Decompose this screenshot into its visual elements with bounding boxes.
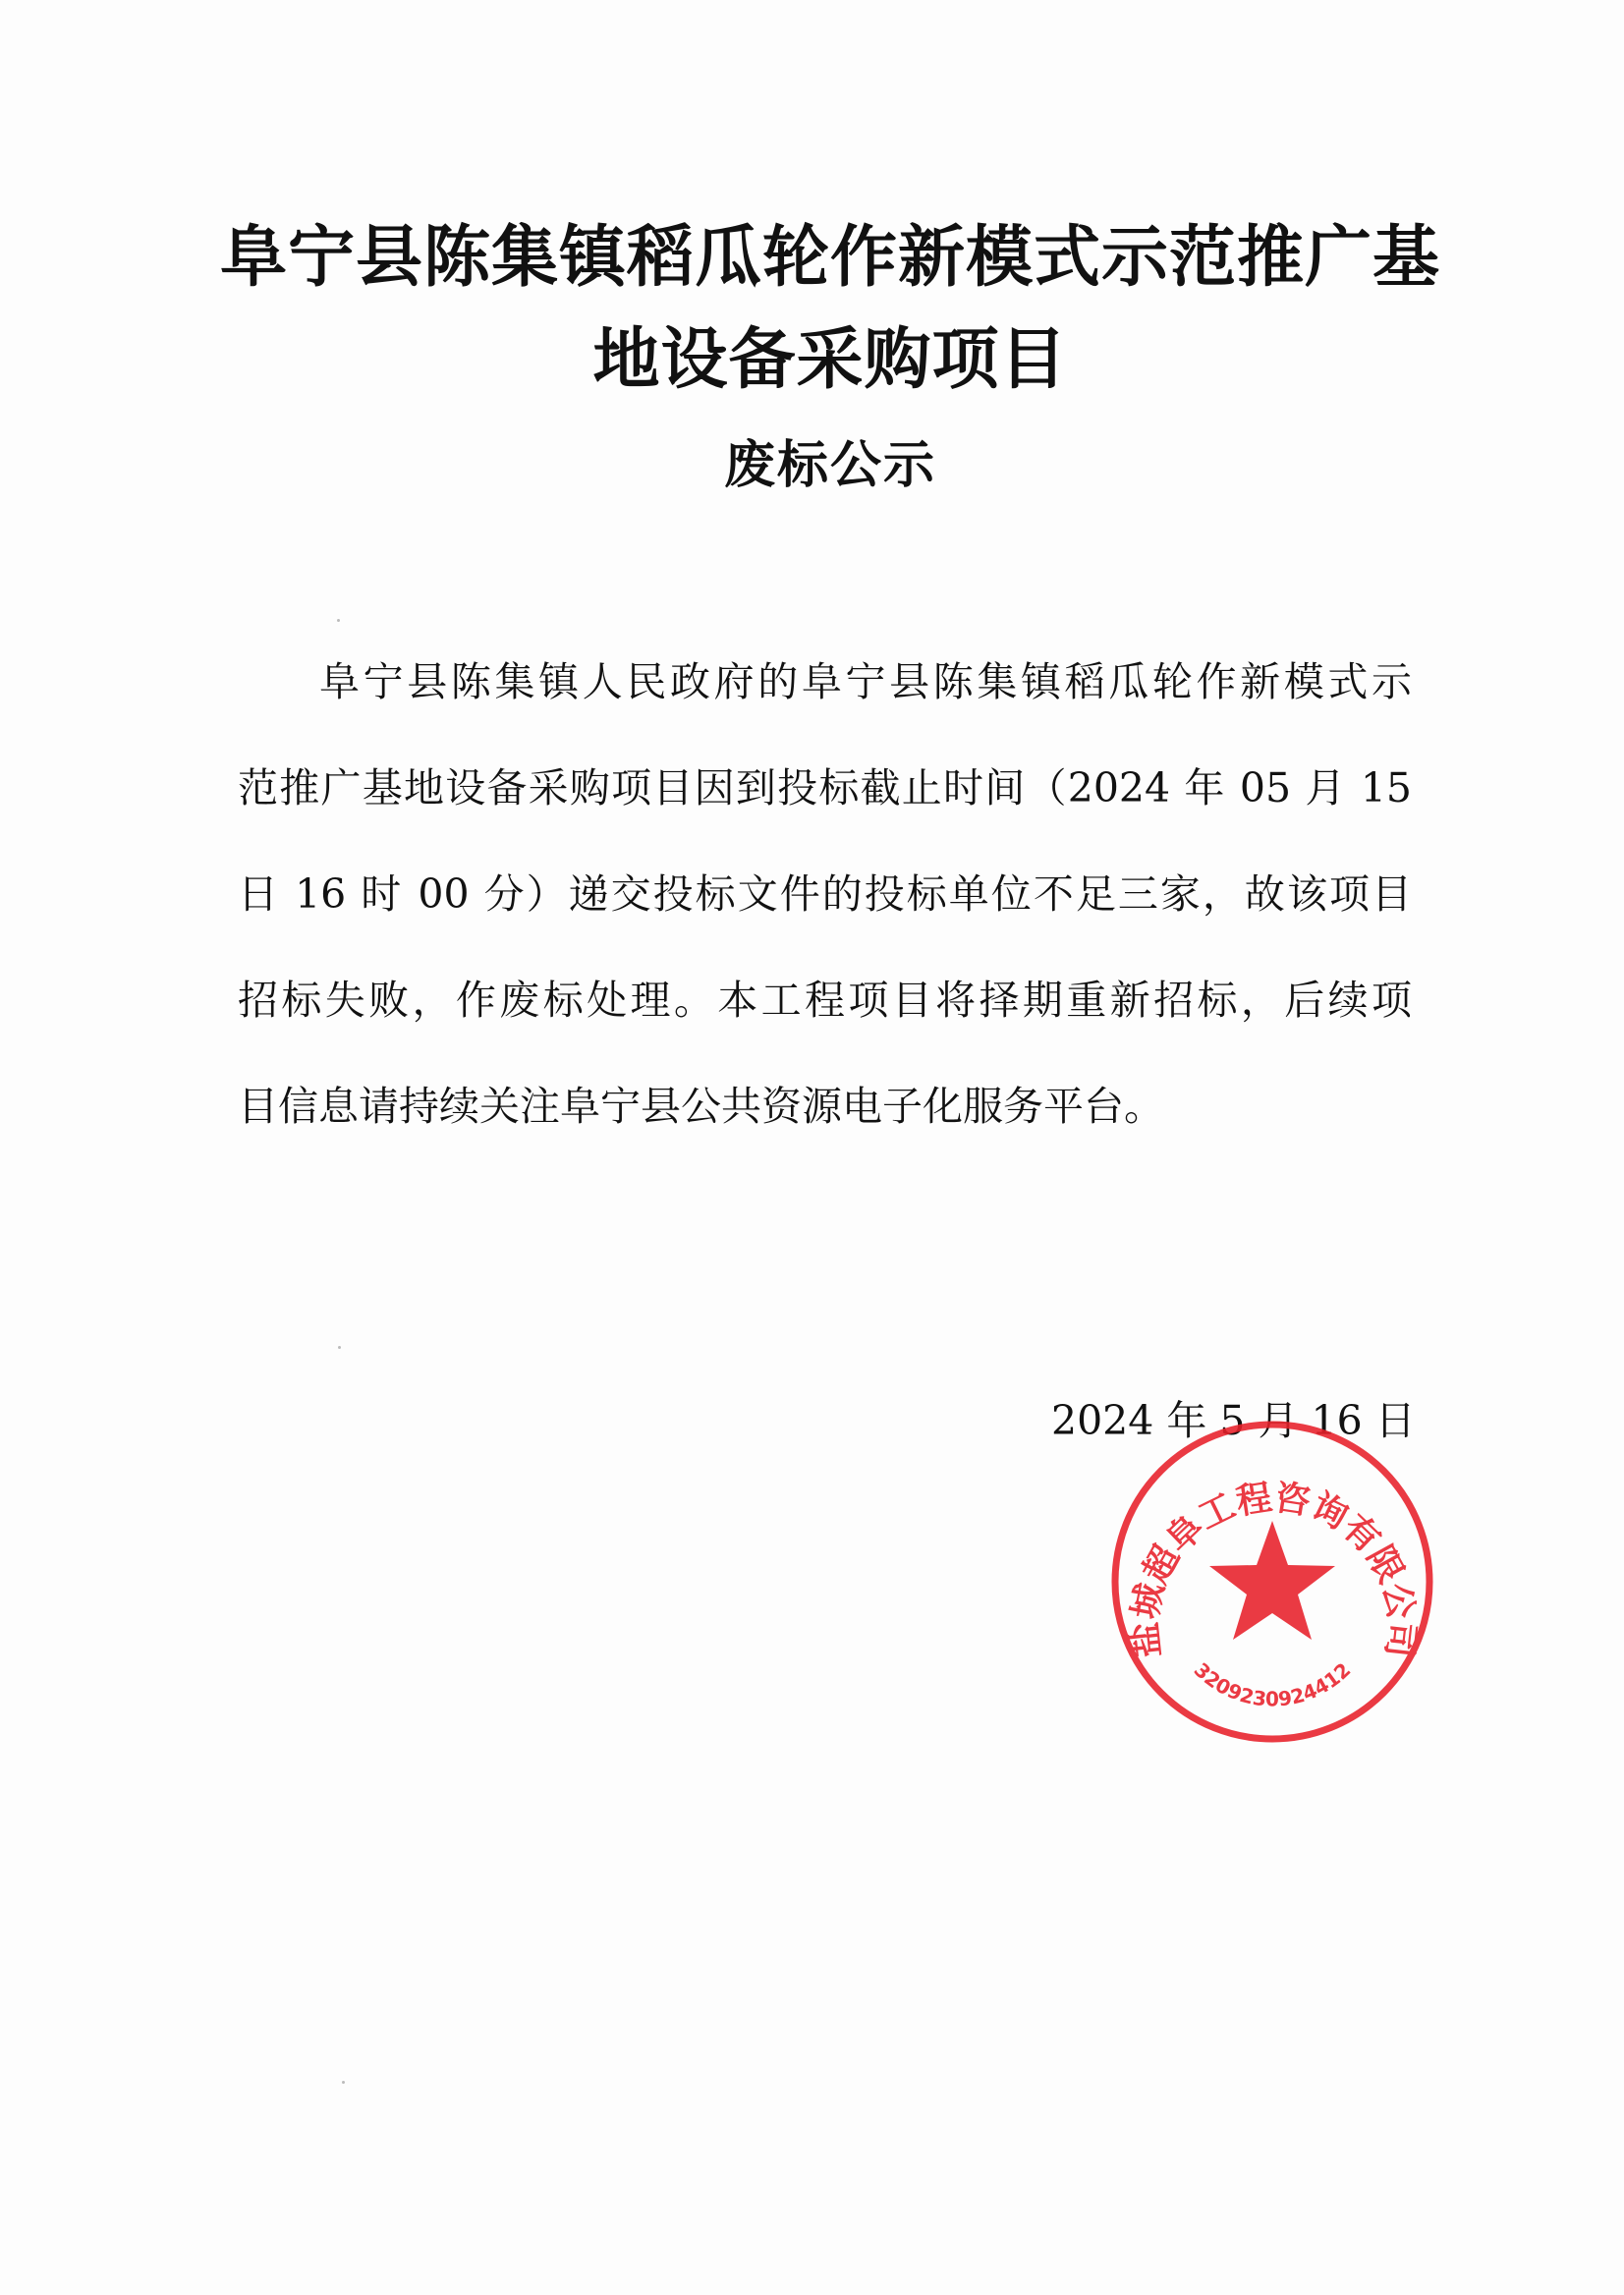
body-paragraph-line: 范推广基地设备采购项目因到投标截止时间（2024 年 05 月 15 xyxy=(238,764,1412,812)
body-paragraph-line: 目信息请持续关注阜宁县公共资源电子化服务平台。 xyxy=(238,1083,1164,1130)
scan-speck xyxy=(337,619,340,622)
star-icon xyxy=(1209,1521,1335,1640)
seal-name-text: 盐城超阜工程咨询有限公司 xyxy=(1124,1477,1423,1660)
scan-speck xyxy=(338,1346,341,1349)
body-paragraph-line: 招标失败，作废标处理。本工程项目将择期重新招标，后续项 xyxy=(238,977,1412,1024)
document-title-line1: 阜宁县陈集镇稻瓜轮作新模式示范推广基 xyxy=(219,218,1440,297)
body-paragraph-line: 阜宁县陈集镇人民政府的阜宁县陈集镇稻瓜轮作新模式示 xyxy=(319,658,1412,705)
document-subtitle: 废标公示 xyxy=(723,435,936,495)
document-date: 2024 年 5 月 16 日 xyxy=(1051,1397,1416,1444)
seal-code-text: 3209230924412 xyxy=(1189,1657,1356,1711)
document-title-line2: 地设备采购项目 xyxy=(592,320,1068,399)
company-seal-stamp xyxy=(1105,1415,1439,1749)
scan-speck xyxy=(342,2081,345,2084)
body-paragraph-line: 日 16 时 00 分）递交投标文件的投标单位不足三家，故该项目 xyxy=(238,870,1412,918)
